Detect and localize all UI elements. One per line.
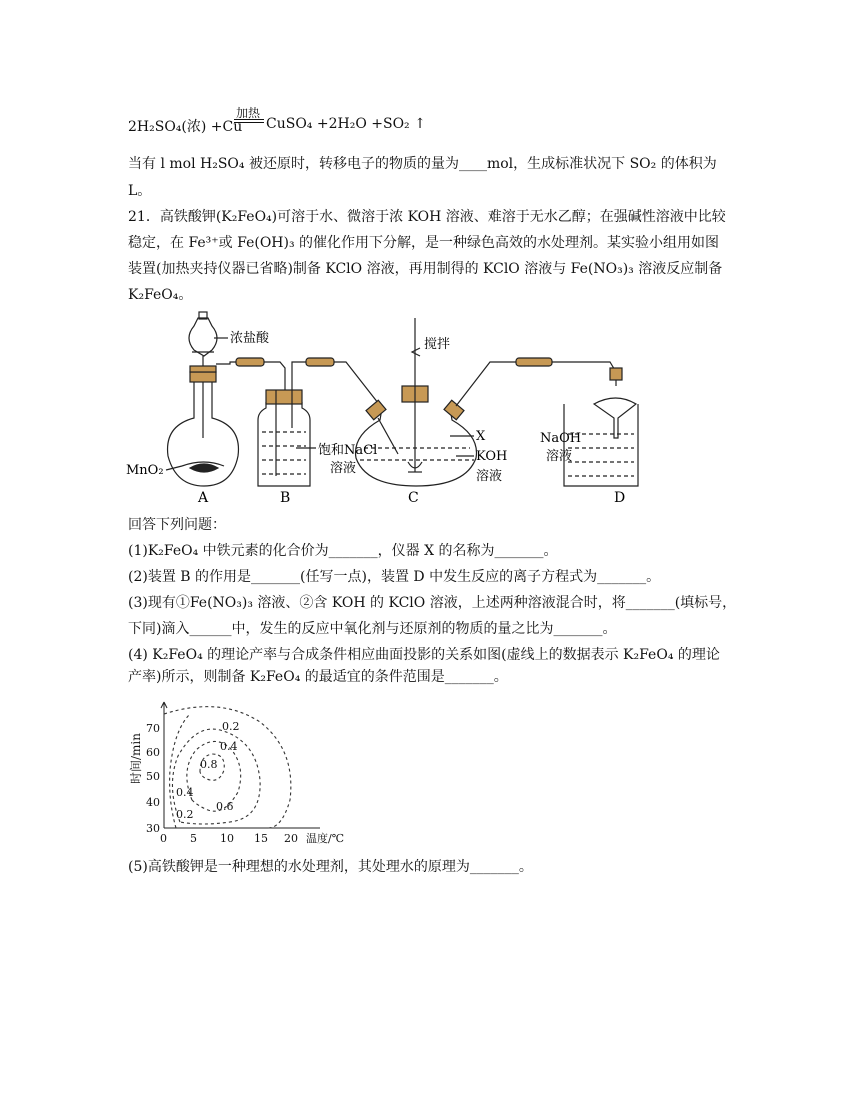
question-1: (1)K₂FeO₄ 中铁元素的化合价为_______，仪器 X 的名称为_______。 xyxy=(128,543,558,559)
label-nacl-2: 溶液 xyxy=(330,461,357,476)
ytick-50: 50 xyxy=(146,770,160,783)
xtick-0: 0 xyxy=(160,832,167,845)
label-koh-1: KOH xyxy=(476,449,508,464)
question-5: (5)高铁酸钾是一种理想的水处理剂，其处理水的原理为_______。 xyxy=(128,859,533,875)
ytick-40: 40 xyxy=(146,796,160,809)
q21-line3: 装置(加热夹持仪器已省略)制备 KClO 溶液，再用制得的 KClO 溶液与 Fe(NO₃)₃ 溶液反应制备 xyxy=(128,261,723,277)
q20-line1: 当有 l mol H₂SO₄ 被还原时，转移电子的物质的量为____mol，生成标准状况下 SO₂ 的体积为 xyxy=(128,156,717,172)
label-nacl-1: 饱和NaCl xyxy=(318,443,378,458)
question-3a: (3)现有①Fe(NO₃)₃ 溶液、②含 KOH 的 KClO 溶液，上述两种溶液混合时，将_______(填标号， xyxy=(128,595,737,611)
q20-line2: L。 xyxy=(128,183,152,199)
equation-rhs: CuSO₄ +2H₂O +SO₂ ↑ xyxy=(266,116,426,132)
label-naoh-1: NaOH xyxy=(540,431,582,446)
label-naoh-2: 溶液 xyxy=(546,449,573,464)
x-axis-label: 温度/℃ xyxy=(306,832,345,845)
contour-label-0.2-top: 0.2 xyxy=(222,720,240,733)
y-axis-label: 时间/min xyxy=(129,733,143,784)
q21-line2: 稳定，在 Fe³⁺或 Fe(OH)₃ 的催化作用下分解，是一种绿色高效的水处理剂。某实验小组用如图 xyxy=(128,235,720,251)
xtick-5: 5 xyxy=(190,832,197,845)
label-b: B xyxy=(280,490,291,506)
label-mno2: MnO₂ xyxy=(126,463,164,478)
reaction-condition: 加热 xyxy=(236,106,261,120)
contour-label-0.2-bottom: 0.2 xyxy=(176,808,194,821)
label-hcl: 浓盐酸 xyxy=(230,331,270,346)
contour-label-0.4-left: 0.4 xyxy=(176,786,194,799)
label-x: X xyxy=(476,429,486,444)
equation-lhs: 2H₂SO₄(浓) +Cu xyxy=(128,119,243,135)
reaction-equation xyxy=(128,104,428,140)
question-4b: 产率)所示，则制备 K₂FeO₄ 的最适宜的条件范围是_______。 xyxy=(128,669,508,685)
label-c: C xyxy=(408,490,419,506)
xtick-15: 15 xyxy=(254,832,268,845)
question-2: (2)装置 B 的作用是_______(任写一点)，装置 D 中发生反应的离子方程式为_______。 xyxy=(128,569,661,585)
yield-contour-chart xyxy=(120,700,380,850)
label-d: D xyxy=(614,490,626,506)
questions-intro: 回答下列问题： xyxy=(128,517,226,533)
contour-label-0.4-top: 0.4 xyxy=(220,740,238,753)
label-a: A xyxy=(198,490,209,506)
ytick-30: 30 xyxy=(146,822,160,835)
question-4a: (4) K₂FeO₄ 的理论产率与合成条件相应曲面投影的关系如图(虚线上的数据表示 K₂FeO₄ 的理论 xyxy=(128,647,720,663)
question-3b: 下同)滴入______中，发生的反应中氧化剂与还原剂的物质的量之比为_______。 xyxy=(128,621,617,637)
contour-label-0.8: 0.8 xyxy=(200,758,218,771)
ytick-60: 60 xyxy=(146,746,160,759)
q21-line1: 21．高铁酸钾(K₂FeO₄)可溶于水、微溶于浓 KOH 溶液、难溶于无水乙醇；在强碱性溶液中比较 xyxy=(128,209,726,225)
apparatus-diagram xyxy=(120,308,640,508)
xtick-10: 10 xyxy=(220,832,234,845)
label-koh-2: 溶液 xyxy=(476,469,503,484)
q21-line4: K₂FeO₄。 xyxy=(128,287,193,303)
label-stir: 搅拌 xyxy=(424,337,451,352)
contour-label-0.6: 0.6 xyxy=(216,800,234,813)
xtick-20: 20 xyxy=(284,832,298,845)
ytick-70: 70 xyxy=(146,722,160,735)
funnel-a xyxy=(189,318,217,356)
